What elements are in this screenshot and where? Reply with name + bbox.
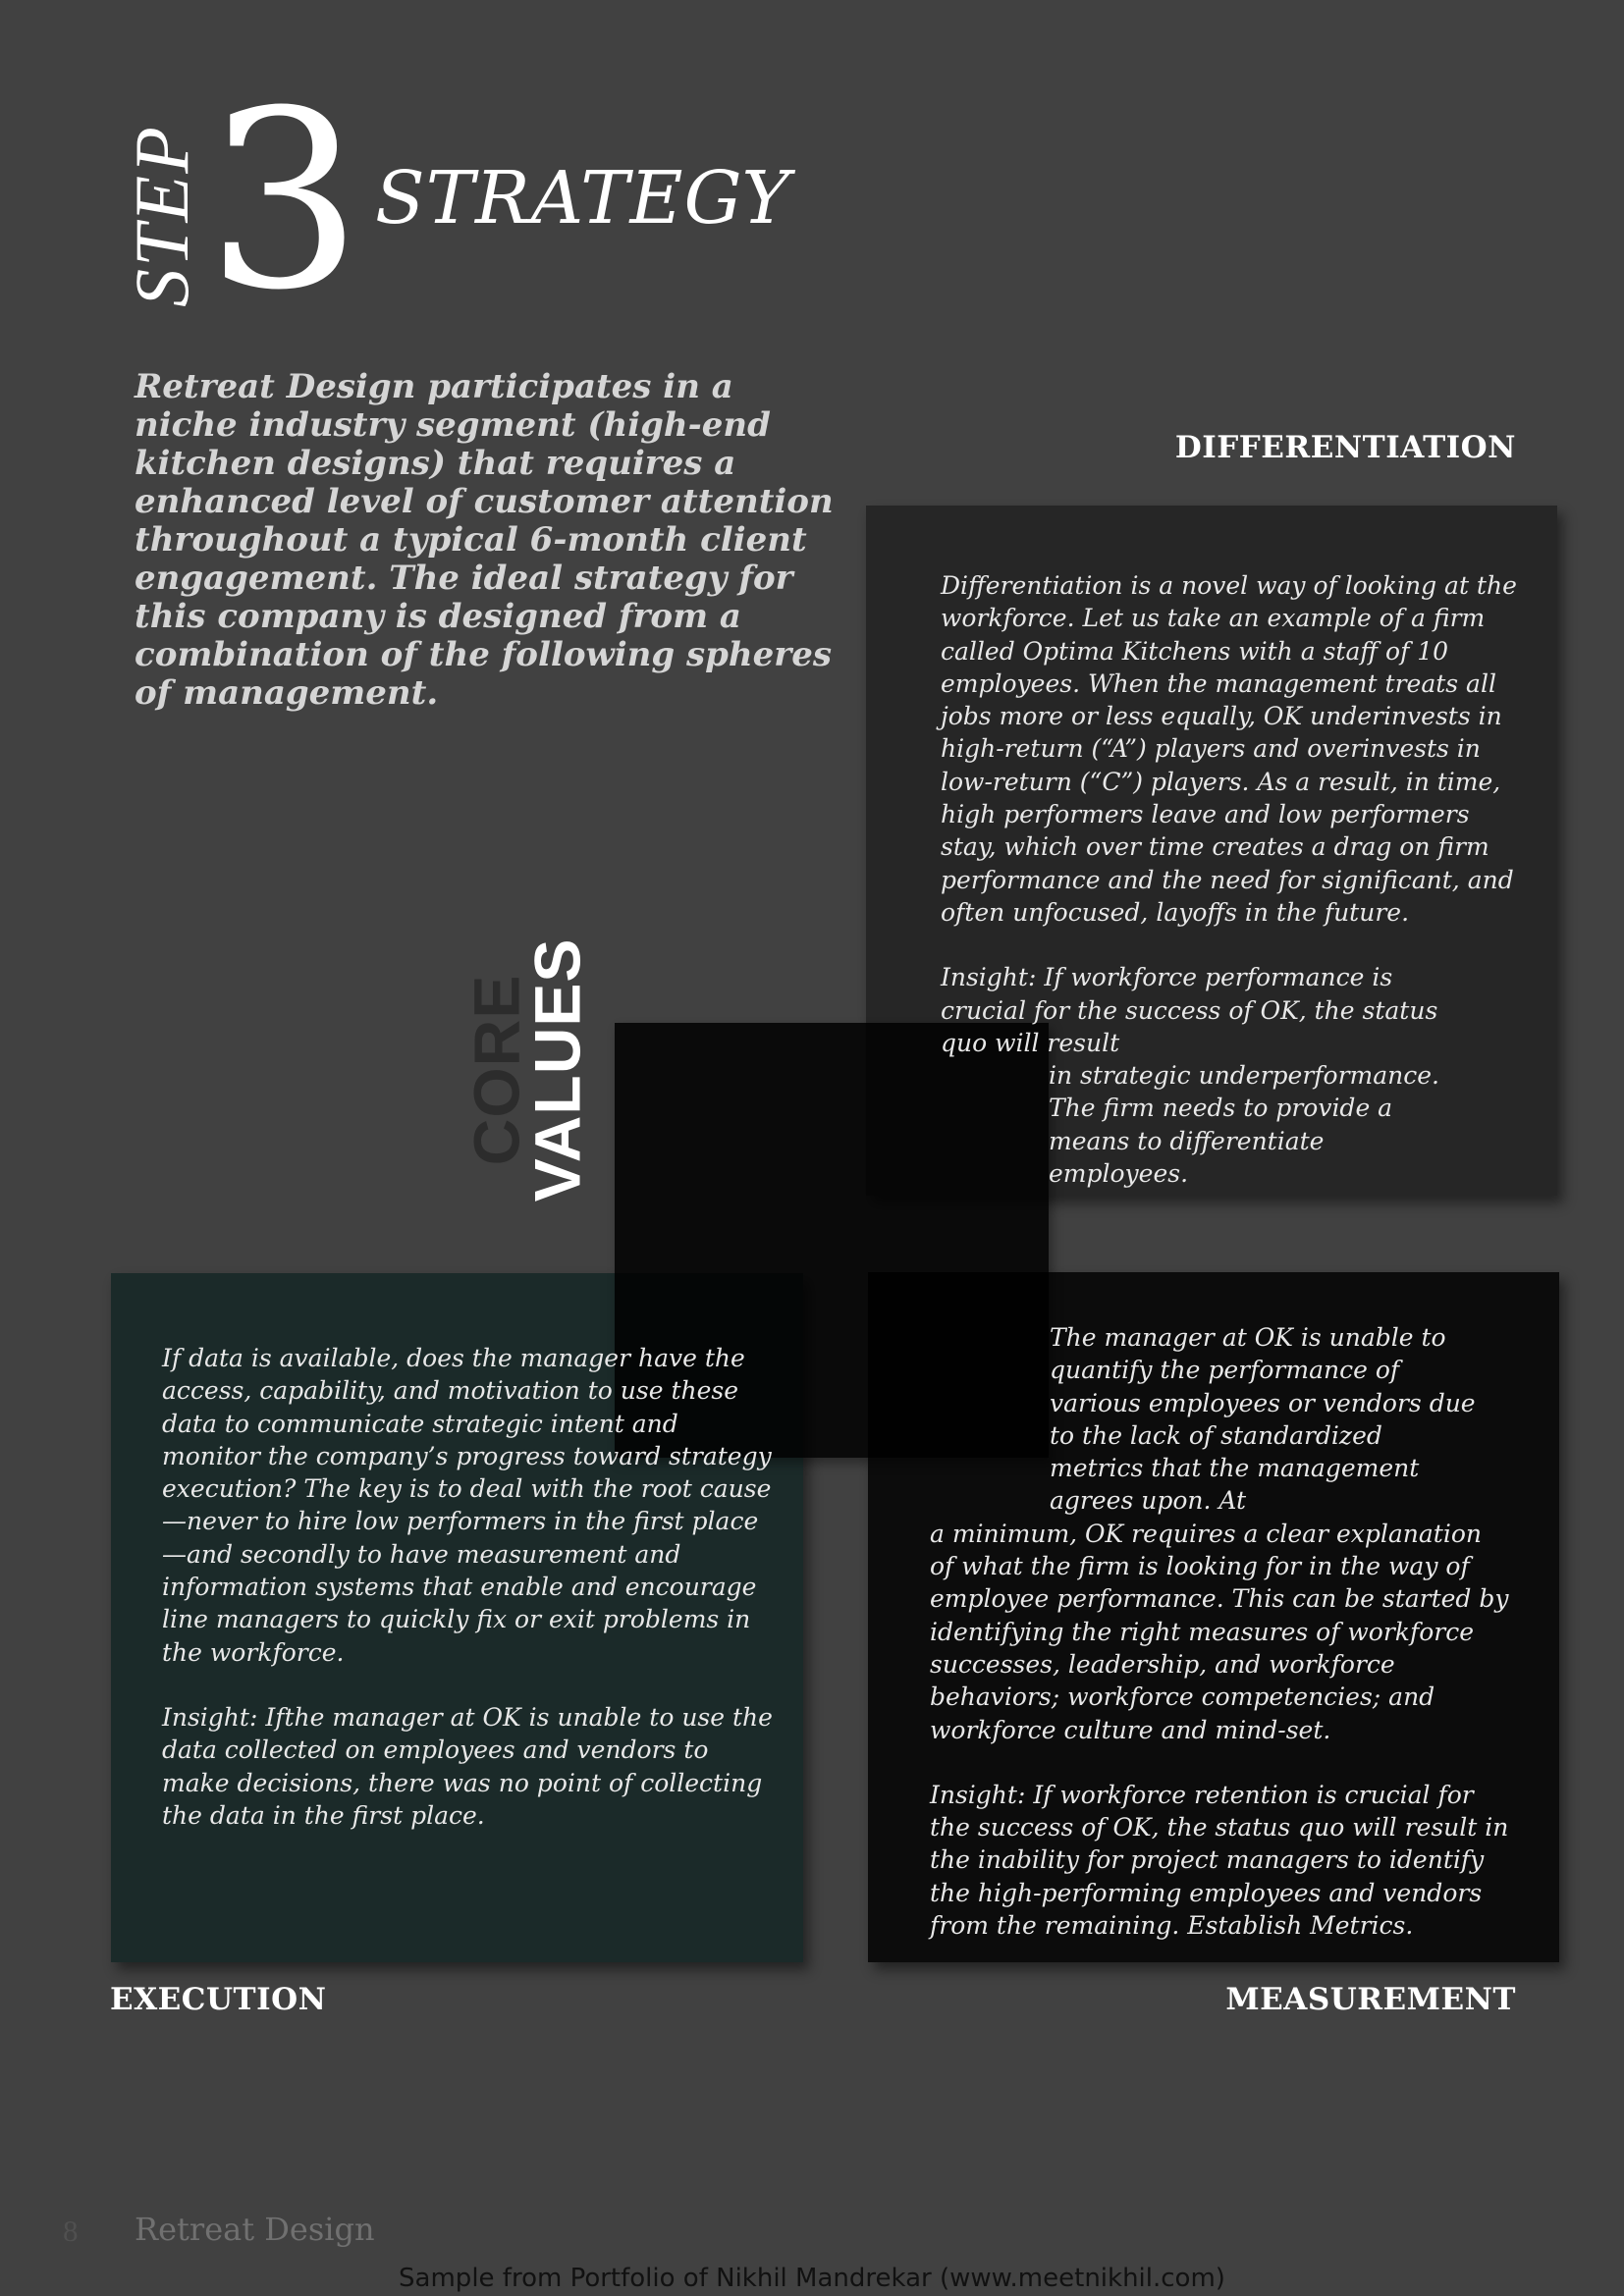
core-values-label <box>457 933 604 1207</box>
measurement-heading: MEASUREMENT <box>1225 1982 1516 2017</box>
measurement-text <box>930 1321 1539 1942</box>
execution-heading: EXECUTION <box>110 1982 327 2017</box>
sample-note: Sample from Portfolio of Nikhil Mandrekar (www.meetnikhil.com) <box>399 2264 1225 2293</box>
differentiation-insight-lead: Insight: If workforce performance is crucial for the success of OK, the status quo will result <box>941 963 1438 1057</box>
measurement-paragraph-rest: a minimum, OK requires a clear explanation of what the firm is looking for in the way of employee performance. This can be started by identifying the right measures of workforce successes, leadership, and workforce behaviors; workforce competencies; and workforce culture and mind-set. <box>930 1519 1509 1744</box>
differentiation-text <box>941 569 1530 1190</box>
step-number: 3 <box>206 58 363 344</box>
execution-paragraph: If data is available, does the manager have the access, capability, and motivation to use these data to communicate strategic intent and monitor the company’s progress toward strategy execution? The key is to deal with the root cause—never to hire low performers in the first place—and secondly to have measurement and information systems that enable and encourage line managers to quickly fix or exit problems in the workforce. <box>162 1344 772 1667</box>
differentiation-heading: DIFFERENTIATION <box>1174 430 1516 465</box>
execution-insight: Insight: Ifthe manager at OK is unable to use the data collected on employees and vendors to make decisions, there was no point of collecting the data in the first place. <box>162 1702 773 1830</box>
measurement-insight: Insight: If workforce retention is crucial for the success of OK, the status quo will result in the inability for project managers to identify the high-performing employees and vendors from the remaining. Establish Metrics. <box>930 1780 1509 1941</box>
core-values-line1: CORE <box>460 974 532 1166</box>
step-label <box>113 118 211 314</box>
measurement-paragraph-lead: The manager at OK is unable to quantify the performance of various employees or vendors due to the lack of standardized metrics that the management agrees upon. At <box>1050 1323 1476 1516</box>
intro-paragraph: Retreat Design participates in a niche industry segment (high-end kitchen designs) that requires a enhanced level of customer attention throughout a typical 6-month client engagement. The ideal strategy for this company is designed from a combination of the following spheres of management. <box>135 367 834 713</box>
page-title: STRATEGY <box>375 156 791 240</box>
page-number: 8 <box>63 2214 79 2248</box>
step-word: STEP <box>119 125 205 307</box>
footer-brand: Retreat Design <box>135 2211 375 2248</box>
differentiation-insight-rest: in strategic underperformance. The firm needs to provide a means to differentiate employees. <box>1049 1061 1439 1189</box>
execution-text <box>162 1342 776 1832</box>
core-values-line2: VALUES <box>520 937 593 1202</box>
differentiation-paragraph: Differentiation is a novel way of looking at the workforce. Let us take an example of a firm called Optima Kitchens with a staff of 10 employees. When the management treats all jobs more or less equally, OK underinvests in high-return (“A”) players and overinvests in low-return (“C”) players. As a result, in time, high performers leave and low performers stay, which over time creates a drag on firm performance and the need for significant, and often unfocused, layoffs in the future. <box>941 571 1517 927</box>
